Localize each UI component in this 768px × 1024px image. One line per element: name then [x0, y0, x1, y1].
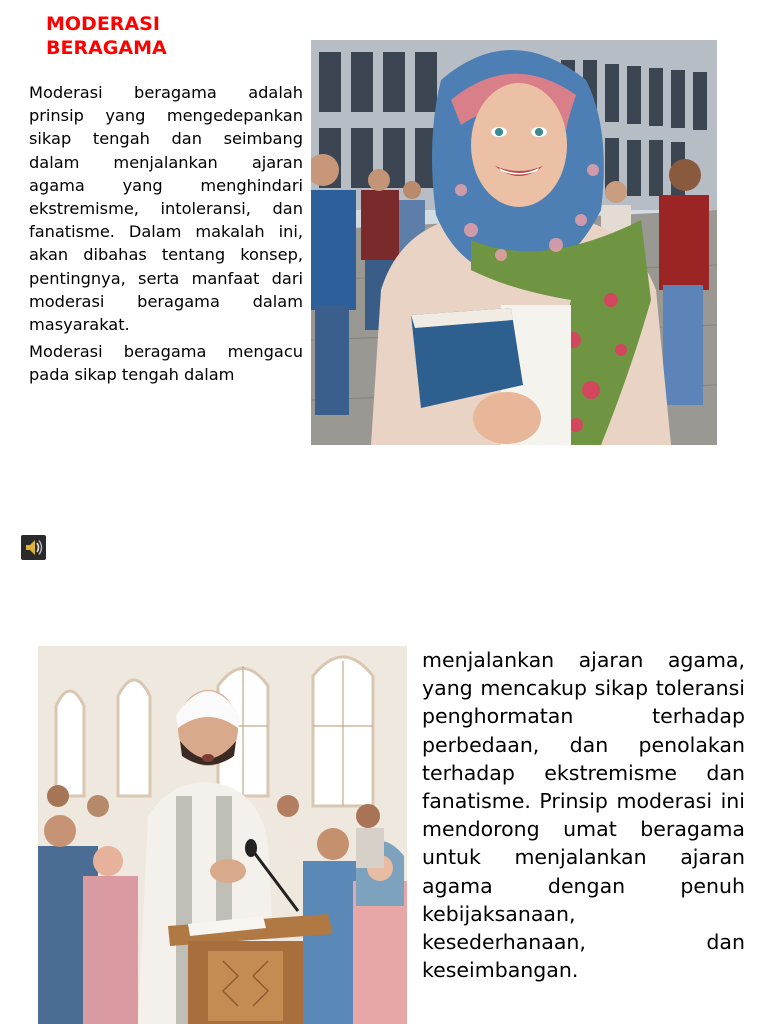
definition-paragraph: Moderasi beragama mengacu pada sikap tengah dalam	[29, 342, 303, 385]
sermon-photo	[38, 646, 407, 1024]
page-title: MODERASI BERAGAMA	[46, 13, 167, 59]
continuation-column	[422, 646, 745, 984]
speaker-icon[interactable]	[21, 535, 46, 560]
continuation-paragraph: menjalankan ajaran agama, yang mencakup sikap toleransi penghormatan terhadap perbedaan, dan penolakan terhadap ekstremisme dan fanatisme. Prinsip moderasi ini mendorong umat beragama untuk menjalankan ajaran agama dengan penuh kebijaksanaan, kesederhanaan, dan keseimbangan.	[422, 648, 745, 983]
intro-paragraph: Moderasi beragama adalah prinsip yang mengedepankan sikap tengah dan seimbang dalam menjalankan ajaran agama yang menghindari ekstremisme, intoleransi, dan fanatisme. Dalam makalah ini, akan dibahas tentang konsep, pentingnya, serta manfaat dari moderasi beragama dalam masyarakat.	[29, 83, 303, 335]
intro-column	[29, 81, 303, 391]
campus-student-photo	[311, 40, 717, 445]
